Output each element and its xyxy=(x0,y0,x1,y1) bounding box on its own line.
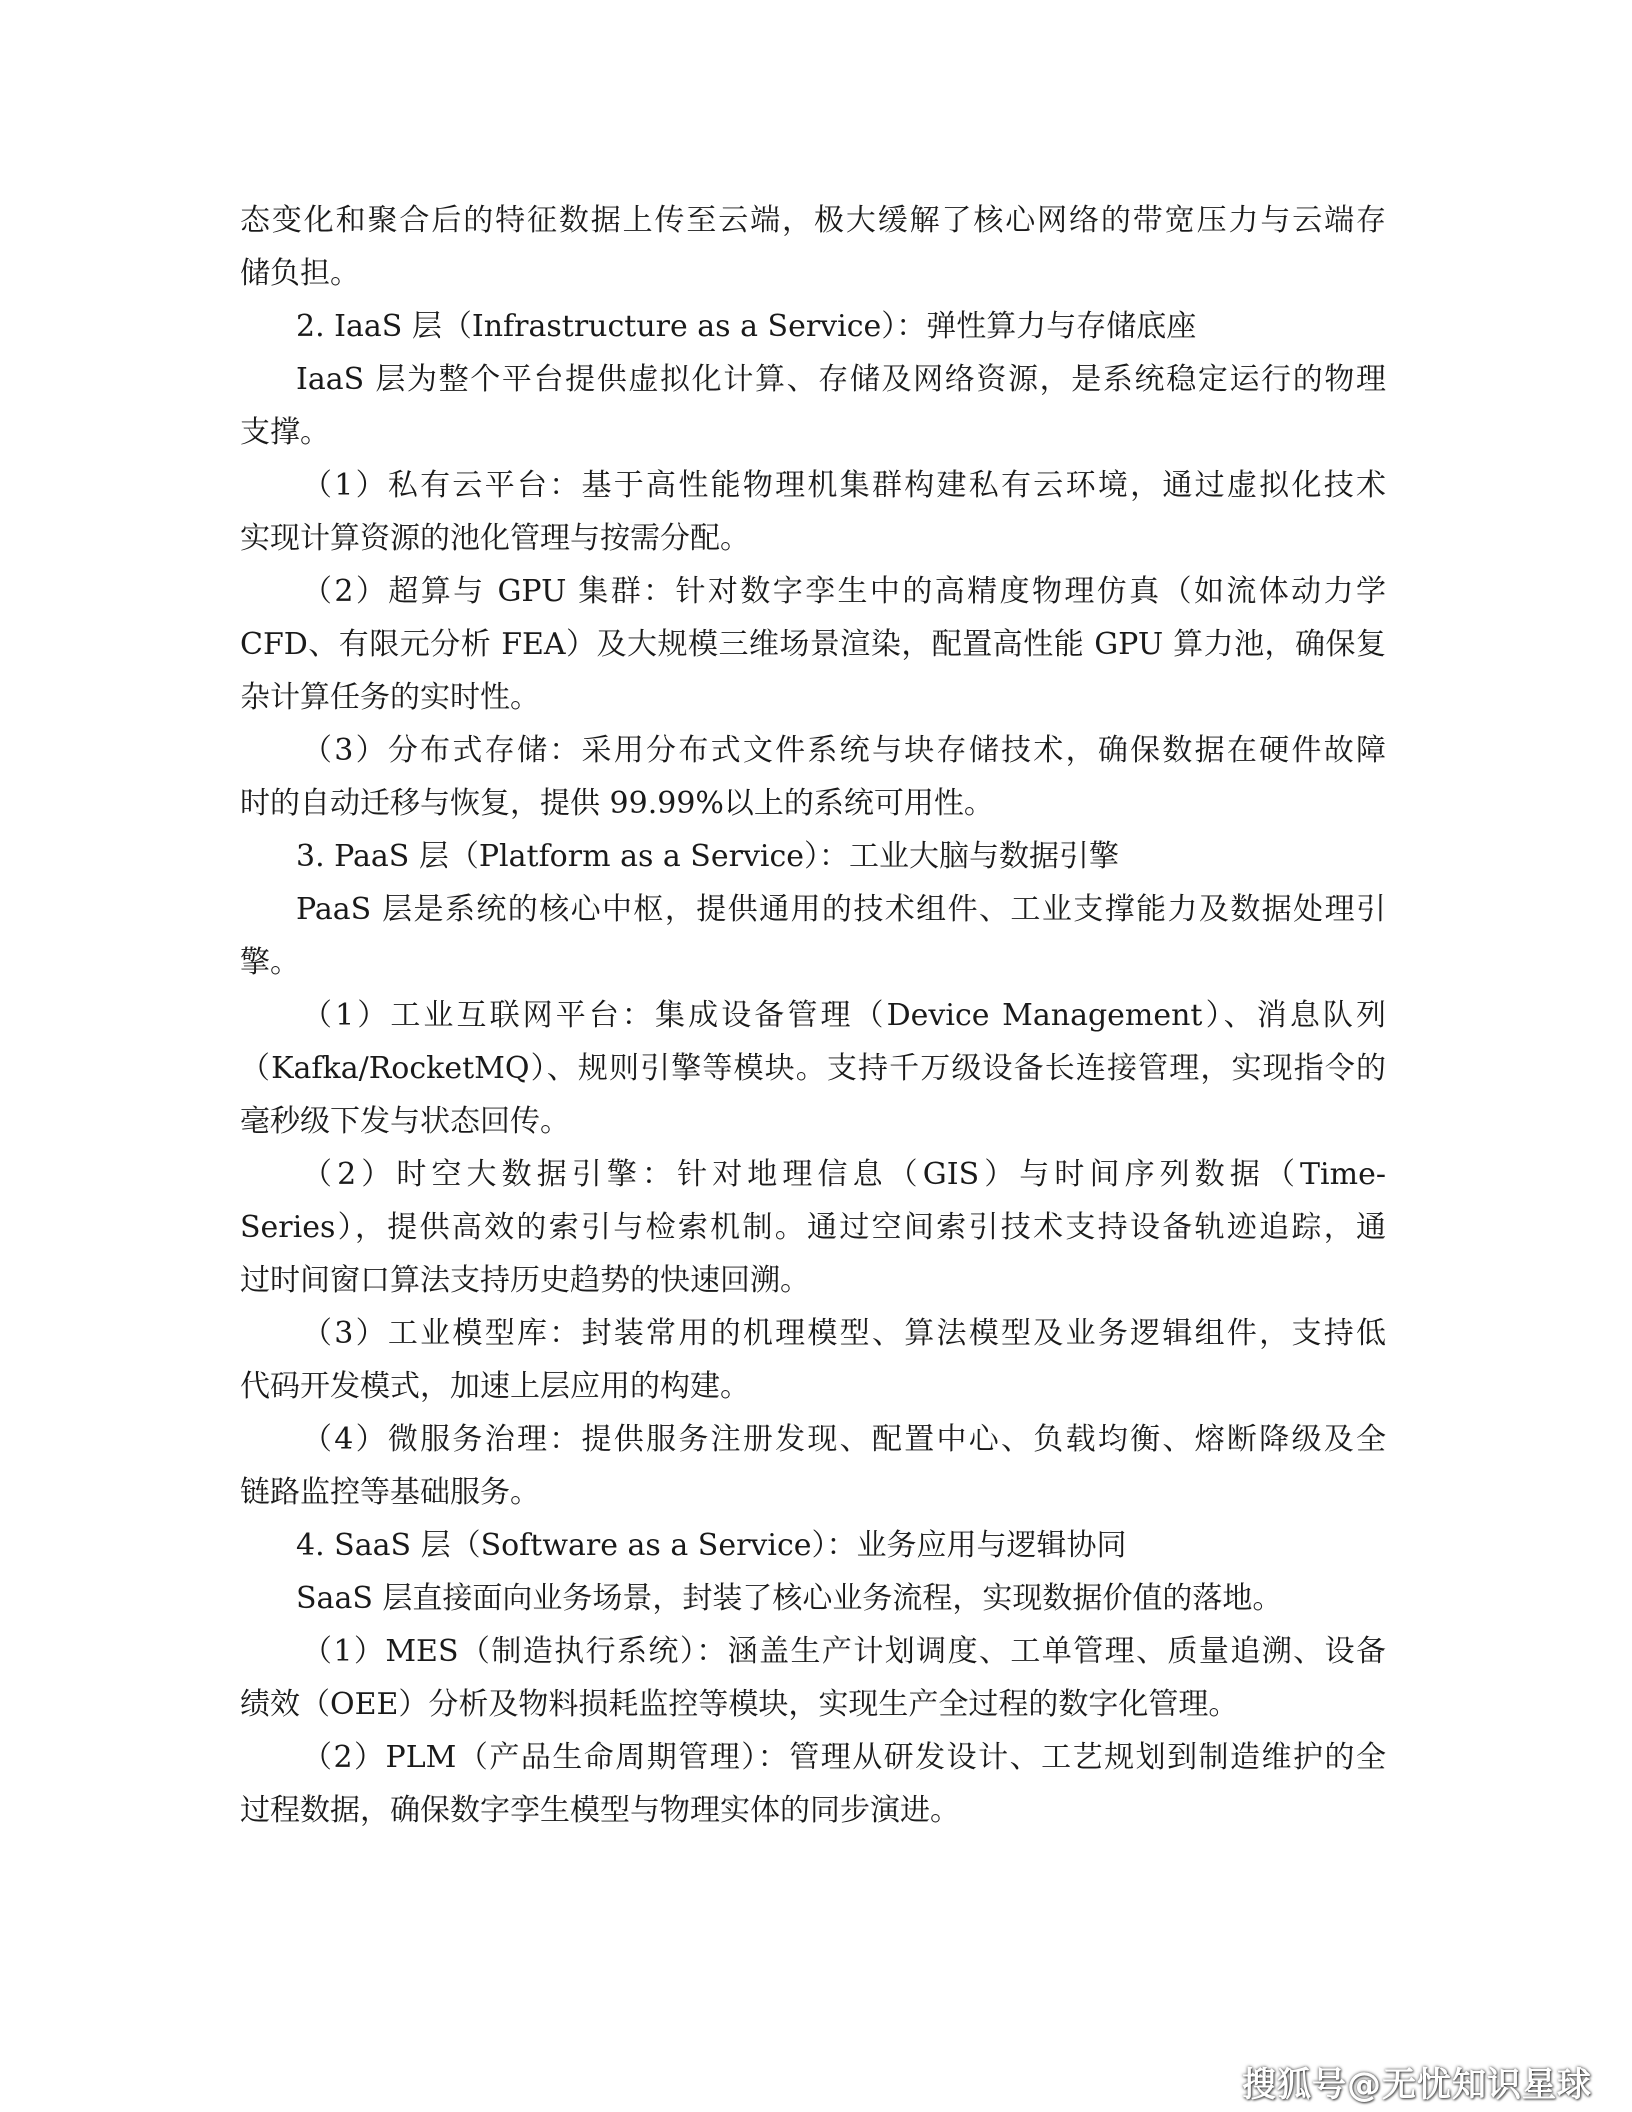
list-item-line: Series），提供高效的索引与检索机制。通过空间索引技术支持设备轨迹追踪，通 xyxy=(240,1210,1386,1245)
section-heading: 4. SaaS 层（Software as a Service）：业务应用与逻辑协同 xyxy=(296,1528,1127,1563)
list-item-line: CFD、有限元分析 FEA）及大规模三维场景渲染，配置高性能 GPU 算力池，确保复 xyxy=(240,627,1386,662)
list-item-line: （2）时空大数据引擎：针对地理信息（GIS）与时间序列数据（Time- xyxy=(302,1157,1386,1192)
paragraph-line: 擎。 xyxy=(240,945,300,980)
list-item-line: 代码开发模式，加速上层应用的构建。 xyxy=(240,1369,750,1404)
list-item-line: 绩效（OEE）分析及物料损耗监控等模块，实现生产全过程的数字化管理。 xyxy=(240,1687,1239,1722)
list-item-line: （1）私有云平台：基于高性能物理机集群构建私有云环境，通过虚拟化技术 xyxy=(302,468,1386,503)
list-item-line: （4）微服务治理：提供服务注册发现、配置中心、负载均衡、熔断降级及全 xyxy=(302,1422,1386,1457)
list-item-line: （1）工业互联网平台：集成设备管理（Device Management）、消息队列 xyxy=(302,998,1386,1033)
section-heading: 2. IaaS 层（Infrastructure as a Service）：弹性算力与存储底座 xyxy=(296,309,1197,344)
list-item-line: 杂计算任务的实时性。 xyxy=(240,680,540,715)
paragraph-line: 支撑。 xyxy=(240,415,330,450)
section-heading: 3. PaaS 层（Platform as a Service）：工业大脑与数据引擎 xyxy=(296,839,1120,874)
list-item-line: （3）工业模型库：封装常用的机理模型、算法模型及业务逻辑组件，支持低 xyxy=(302,1316,1386,1351)
list-item-line: （2）超算与 GPU 集群：针对数字孪生中的高精度物理仿真（如流体动力学 xyxy=(302,574,1386,609)
list-item-line: 过时间窗口算法支持历史趋势的快速回溯。 xyxy=(240,1263,810,1298)
watermark: 搜狐号@无忧知识星球 xyxy=(1242,2065,1592,2105)
paragraph-line: 储负担。 xyxy=(240,256,360,291)
list-item-line: 链路监控等基础服务。 xyxy=(240,1475,540,1510)
paragraph-line: SaaS 层直接面向业务场景，封装了核心业务流程，实现数据价值的落地。 xyxy=(296,1581,1283,1616)
list-item-line: （1）MES（制造执行系统）：涵盖生产计划调度、工单管理、质量追溯、设备 xyxy=(302,1634,1386,1669)
list-item-line: 实现计算资源的池化管理与按需分配。 xyxy=(240,521,750,556)
list-item-line: 毫秒级下发与状态回传。 xyxy=(240,1104,570,1139)
list-item-line: （Kafka/RocketMQ）、规则引擎等模块。支持千万级设备长连接管理，实现指令的 xyxy=(240,1051,1386,1086)
list-item-line: 时的自动迁移与恢复，提供 99.99%以上的系统可用性。 xyxy=(240,786,994,821)
paragraph-line: 态变化和聚合后的特征数据上传至云端，极大缓解了核心网络的带宽压力与云端存 xyxy=(240,203,1386,238)
document-body xyxy=(240,194,1386,1837)
list-item-line: （2）PLM（产品生命周期管理）：管理从研发设计、工艺规划到制造维护的全 xyxy=(302,1740,1386,1775)
paragraph-line: IaaS 层为整个平台提供虚拟化计算、存储及网络资源，是系统稳定运行的物理 xyxy=(296,362,1386,397)
list-item-line: 过程数据，确保数字孪生模型与物理实体的同步演进。 xyxy=(240,1793,960,1828)
paragraph-line: PaaS 层是系统的核心中枢，提供通用的技术组件、工业支撑能力及数据处理引 xyxy=(296,892,1386,927)
list-item-line: （3）分布式存储：采用分布式文件系统与块存储技术，确保数据在硬件故障 xyxy=(302,733,1386,768)
